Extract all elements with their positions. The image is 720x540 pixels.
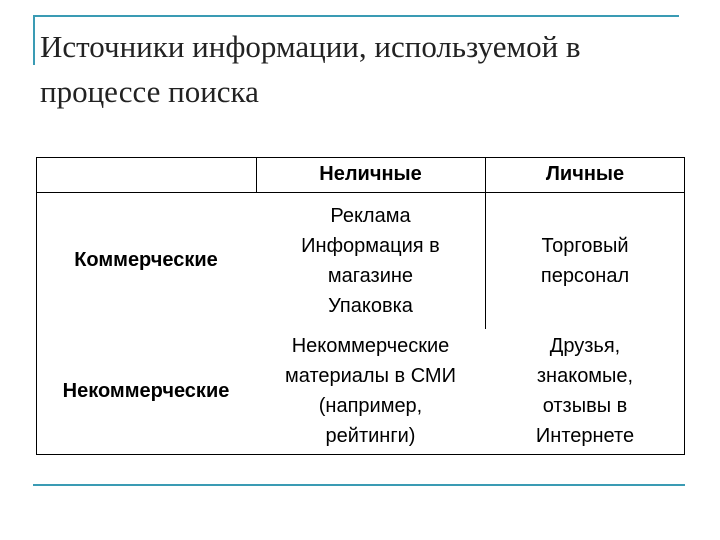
- info-sources-table: [36, 157, 685, 453]
- header-impersonal: Неличные: [319, 163, 422, 185]
- cell-line: материалы в СМИ: [285, 365, 456, 387]
- header-personal: Личные: [545, 163, 625, 185]
- cell-line: Упаковка: [328, 294, 413, 317]
- cell-line: Некоммерческие: [291, 335, 450, 357]
- table-row-noncommercial: [36, 329, 685, 453]
- cell-noncommercial-impersonal: [256, 329, 485, 453]
- cell-line: Реклама: [330, 204, 411, 227]
- cell-line: знакомые,: [536, 365, 634, 387]
- slide-title: Источники информации, используемой в процессе поиска: [40, 29, 581, 109]
- cell-commercial-impersonal: [256, 192, 485, 329]
- cell-line: Торговый: [541, 234, 629, 257]
- cell-noncommercial-personal: [485, 329, 685, 453]
- cell-line: отзывы в: [542, 395, 628, 417]
- title-left-rule: [33, 15, 35, 65]
- cell-commercial-personal: [485, 192, 685, 329]
- cell-line: Информация в: [301, 234, 440, 257]
- row-label-noncommercial: Некоммерческие: [62, 379, 230, 402]
- title-top-rule: [33, 15, 679, 17]
- cell-line: Интернете: [535, 425, 635, 447]
- table-row-commercial: [36, 192, 685, 329]
- header-corner-cell: [36, 157, 256, 192]
- table-header-row: [36, 157, 685, 192]
- footer-rule: [33, 484, 685, 486]
- cell-line: Друзья,: [549, 335, 621, 357]
- row-label-commercial: Коммерческие: [74, 249, 218, 271]
- cell-line: персонал: [540, 264, 630, 287]
- cell-line: магазине: [327, 264, 414, 287]
- cell-line: (например,: [318, 395, 423, 417]
- cell-line: рейтинги): [325, 425, 416, 447]
